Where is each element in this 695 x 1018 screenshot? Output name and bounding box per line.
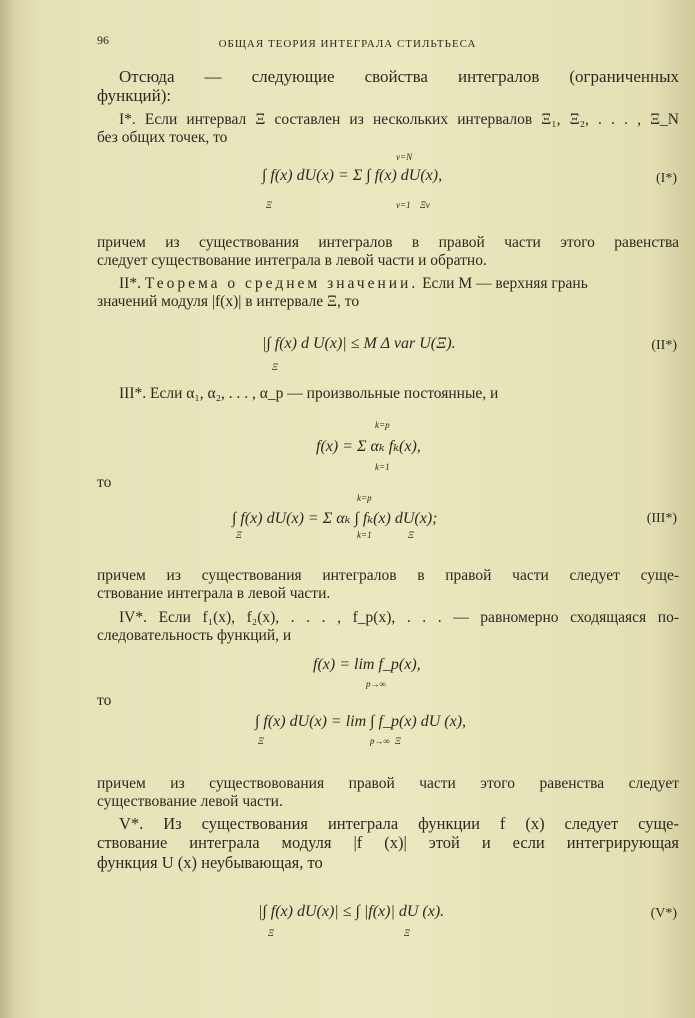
text-line: IV*. Если f₁(x), f₂(x), . . . , f_p(x), . . . — равномерно сходящаяся по-: [119, 609, 679, 626]
formula-III: ∫ f(x) dU(x) = Σ αₖ ∫ fₖ(x) dU(x);: [232, 510, 438, 527]
theorem-line: [97, 275, 679, 293]
page-number: 96: [97, 33, 109, 47]
theorem-title: Теорема о среднем значении.: [144, 275, 419, 292]
equation-tag: (I*): [656, 171, 677, 186]
integral-domain: Ξ: [258, 736, 264, 746]
text-line: Отсюда — следующие свойства интегралов (ограниченных: [119, 67, 679, 86]
equation-tag: (III*): [646, 511, 677, 526]
text-line: причем из существовования правой части этого равенства следует: [97, 775, 679, 792]
text-line: значений модуля |f(x)| в интервале Ξ, то: [97, 293, 360, 310]
text-line: функций):: [97, 86, 172, 105]
sum-upper-limit: k=p: [375, 420, 390, 430]
text-line: следовательность функций, и: [97, 627, 292, 644]
theorem-text: Если M — верхняя грань: [422, 275, 588, 292]
text-line: I*. Если интервал Ξ составлен из нескольких интервалов Ξ₁, Ξ₂, . . . , Ξ_N: [119, 111, 679, 128]
integral-domain: Ξ: [268, 928, 274, 938]
text-line: ствование интеграла модуля |f (x)| этой и если интегрирующая: [97, 833, 679, 852]
formula-I: ∫ f(x) dU(x) = Σ ∫ f(x) dU(x),: [262, 167, 443, 184]
integral-domain: Ξ: [236, 530, 242, 540]
sum-upper-limit: k=p: [357, 493, 372, 503]
sum-lower-limit: ν=1: [396, 200, 411, 210]
limit-subscript: p→∞: [370, 736, 390, 746]
text-line: причем из существования интегралов в правой части этого равенства: [97, 234, 679, 251]
integral-domain: Ξ: [408, 530, 414, 540]
formula-II: |∫ f(x) d U(x)| ≤ M Δ var U(Ξ).: [262, 335, 456, 352]
text-line: III*. Если α₁, α₂, . . . , α_p — произвольные постоянные, и: [119, 385, 499, 402]
text-line: то: [97, 692, 112, 709]
equation-tag: (V*): [650, 906, 677, 921]
sum-lower-limit: k=1: [375, 462, 390, 472]
integral-domain: Ξ: [404, 928, 410, 938]
text-line: ствование интеграла в левой части.: [97, 585, 331, 602]
integral-domain: Ξ: [272, 362, 278, 372]
integral-domain: Ξ: [395, 736, 401, 746]
formula-IV: ∫ f(x) dU(x) = lim ∫ f_p(x) dU (x),: [255, 713, 467, 730]
text-line: без общих точек, то: [97, 129, 228, 146]
formula-limit: f(x) = lim f_p(x),: [313, 656, 421, 673]
text-line: следует существование интеграла в левой части и обратно.: [97, 252, 487, 269]
sum-upper-limit: ν=N: [396, 152, 413, 162]
text-line: причем из существования интегралов в правой части следует суще-: [97, 567, 679, 584]
sum-lower-limit: k=1: [357, 530, 372, 540]
text-line: V*. Из существования интеграла функции f (x) следует суще-: [119, 814, 679, 833]
running-title: ОБЩАЯ ТЕОРИЯ ИНТЕГРАЛА СТИЛЬТЬЕСА: [218, 38, 477, 50]
limit-subscript: p→∞: [366, 679, 386, 689]
integral-domain: Ξ: [266, 200, 272, 210]
equation-tag: (II*): [651, 338, 677, 353]
text-line: существование левой части.: [97, 793, 283, 810]
integral-domain: Ξν: [420, 200, 430, 210]
formula-sum: f(x) = Σ αₖ fₖ(x),: [316, 438, 421, 455]
text-line: функция U (x) неубывающая, то: [97, 853, 323, 872]
text-line: то: [97, 474, 112, 491]
theorem-label: II*.: [119, 275, 141, 292]
formula-V: |∫ f(x) dU(x)| ≤ ∫ |f(x)| dU (x).: [258, 903, 445, 920]
